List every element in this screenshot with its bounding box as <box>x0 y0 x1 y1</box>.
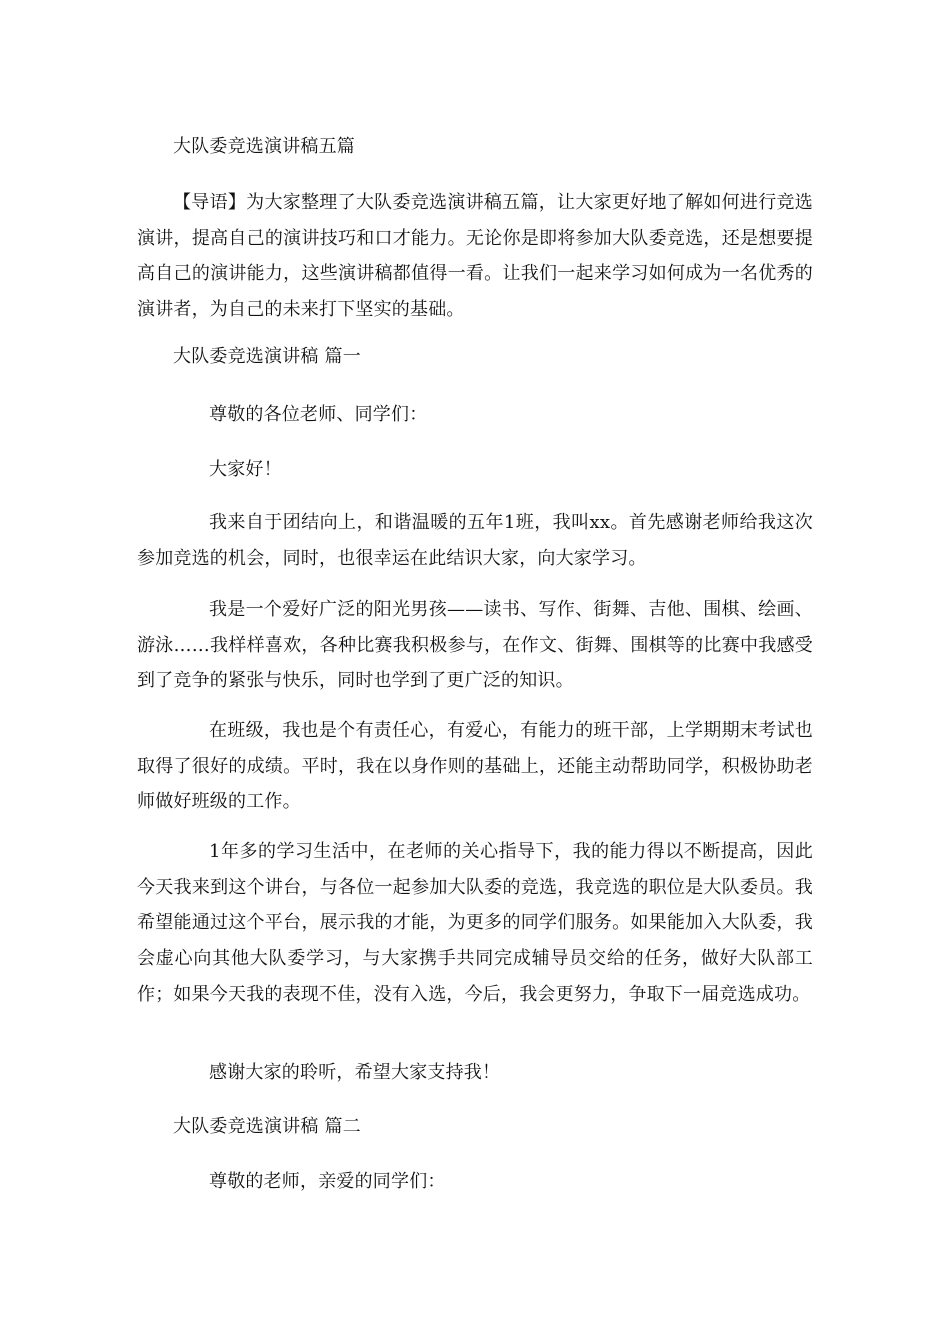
salutation-2: 尊敬的老师，亲爱的同学们： <box>209 1171 446 1192</box>
intro-paragraph: 【导语】为大家整理了大队委竞选演讲稿五篇，让大家更好地了解如何进行竞选演讲，提高自己的演讲技巧和口才能力。无论你是即将参加大队委竞选，还是想要提高自己的演讲能力，这些演讲稿都值得一看。让我们一起来学习如何成为一名优秀的演讲者，为自己的未来打下坚实的基础。 <box>137 192 813 321</box>
body-paragraph-3: 在班级，我也是个有责任心，有爱心，有能力的班干部，上学期期末考试也取得了很好的成绩。平时，我在以身作则的基础上，还能主动帮助同学，积极协助老师做好班级的工作。 <box>137 720 813 813</box>
salutation-1: 尊敬的各位老师、同学们： <box>209 404 428 425</box>
greeting-1: 大家好！ <box>209 459 282 480</box>
document-title: 大队委竞选演讲稿五篇 <box>173 136 355 157</box>
body-paragraph-4: 1年多的学习生活中，在老师的关心指导下，我的能力得以不断提高，因此今天我来到这个讲台，与各位一起参加大队委的竞选，我竞选的职位是大队委员。我希望能通过这个平台，展示我的才能，为更多的同学们服务。如果能加入大队委，我会虚心向其他大队委学习，与大家携手共同完成辅导员交给的任务，做好大队部工作；如果今天我的表现不佳，没有入选，今后，我会更努力，争取下一届竞选成功。 <box>137 841 813 1005</box>
section-heading-1: 大队委竞选演讲稿 篇一 <box>173 346 361 367</box>
closing-1: 感谢大家的聆听，希望大家支持我！ <box>209 1062 501 1083</box>
body-paragraph-1: 我来自于团结向上，和谐温暖的五年1班，我叫xx。首先感谢老师给我这次参加竞选的机会，同时，也很幸运在此结识大家，向大家学习。 <box>137 512 813 569</box>
section-heading-2: 大队委竞选演讲稿 篇二 <box>173 1116 361 1137</box>
body-paragraph-2: 我是一个爱好广泛的阳光男孩——读书、写作、街舞、吉他、围棋、绘画、游泳……我样样喜欢，各种比赛我积极参与，在作文、街舞、围棋等的比赛中我感受到了竞争的紧张与快乐，同时也学到了更广泛的知识。 <box>137 599 813 692</box>
